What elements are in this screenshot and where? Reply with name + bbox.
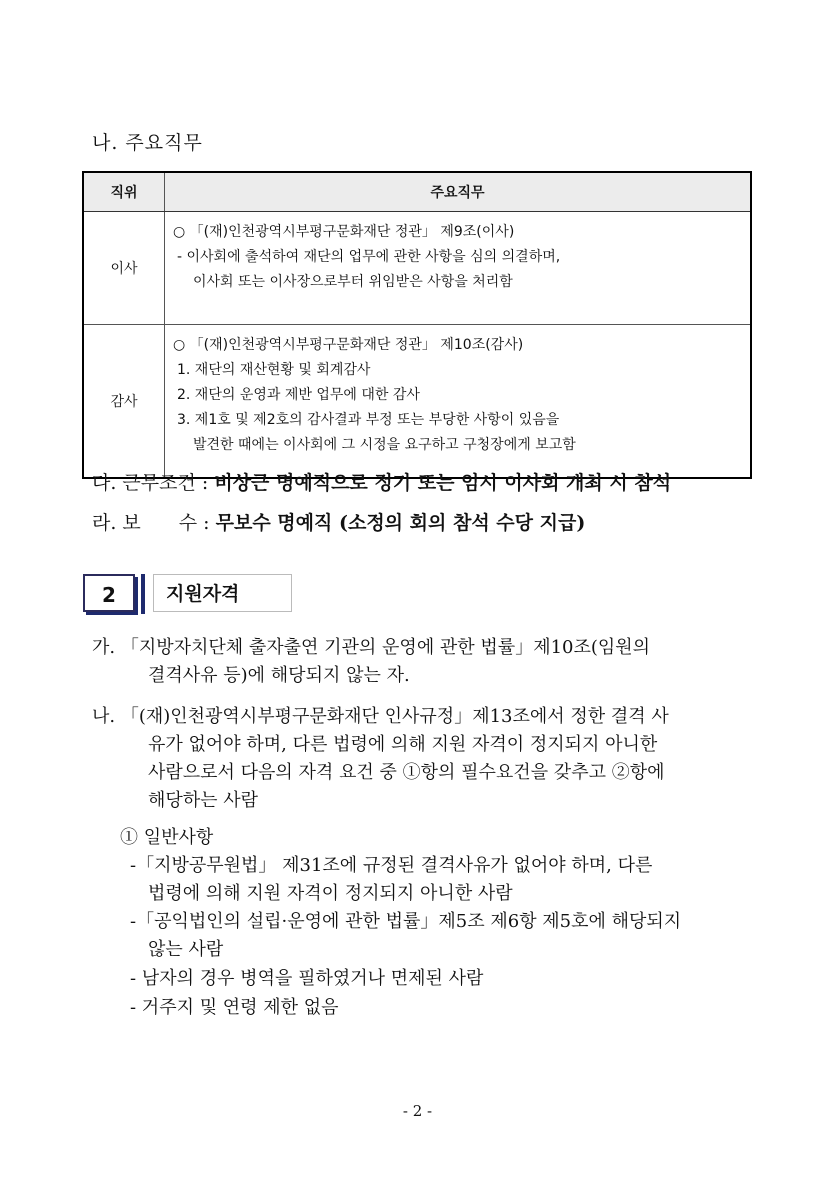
list-item: - 남자의 경우 병역을 필하였거나 면제된 사람 (130, 968, 484, 989)
duties-table (82, 171, 752, 479)
duty-line: 3. 제1호 및 제2호의 감사결과 부정 또는 부당한 사항이 있음을 (177, 412, 560, 428)
page-number: - 2 - (402, 1102, 433, 1120)
duty-line: 발견한 때에는 이사회에 그 시정을 요구하고 구청장에게 보고함 (193, 437, 576, 453)
header-position: 직위 (83, 172, 165, 212)
work-conditions (92, 468, 671, 495)
list-item: 법령에 의해 지원 자격이 정지되지 아니한 사람 (148, 883, 513, 904)
duty-line: 2. 재단의 운영과 제반 업무에 대한 감사 (177, 387, 420, 403)
section-divider-bar (141, 574, 145, 614)
duty-line: ○ 「(재)인천광역시부평구문화재단 정관」 제9조(이사) (173, 224, 515, 240)
duties-cell (165, 325, 752, 479)
work-conditions-value: 비상근 명예직으로 정기 또는 임시 이사회 개최 시 참석 (214, 472, 672, 494)
compensation-value: 무보수 명예직 (소정의 회의 참석 수당 지급) (215, 512, 586, 534)
list-item: - 거주지 및 연령 제한 없음 (130, 997, 339, 1018)
header-duties: 주요직무 (165, 172, 752, 212)
duty-line: 이사회 또는 이사장으로부터 위임받은 사항을 처리함 (193, 274, 513, 290)
qualification-na-line-1: 나. 「(재)인천광역시부평구문화재단 인사규정」제13조에서 정한 결격 사 (92, 706, 669, 727)
work-conditions-label: 다. 근무조건 : (92, 472, 215, 494)
list-item: 않는 사람 (148, 939, 224, 960)
general-requirements-heading: ① 일반사항 (120, 827, 214, 848)
list-item: -「공익법인의 설립·운영에 관한 법률」제5조 제6항 제5호에 해당되지 (130, 911, 682, 932)
qualification-na-line-2: 유가 없어야 하며, 다른 법령에 의해 지원 자격이 정지되지 아니한 (148, 734, 658, 755)
qualification-ga-line-2: 결격사유 등)에 해당되지 않는 자. (148, 665, 410, 686)
qualification-ga-line-1: 가. 「지방자치단체 출자출연 기관의 운영에 관한 법률」제10조(임원의 (92, 637, 651, 658)
position-cell: 이사 (83, 212, 165, 325)
duty-line: ○ 「(재)인천광역시부평구문화재단 정관」 제10조(감사) (173, 337, 524, 353)
compensation (92, 508, 585, 535)
compensation-label: 라. 보 수 : (92, 512, 216, 534)
duties-cell (165, 212, 752, 325)
table-row-auditor (83, 325, 751, 479)
duty-line: - 이사회에 출석하여 재단의 업무에 관한 사항을 심의 의결하며, (177, 249, 561, 265)
qualification-na-line-4: 해당하는 사람 (148, 790, 259, 811)
section-title: 지원자격 (153, 574, 292, 612)
table-header-row (83, 172, 751, 212)
list-item: -「지방공무원법」 제31조에 규정된 결격사유가 없어야 하며, 다른 (130, 855, 653, 876)
qualification-na-line-3: 사람으로서 다음의 자격 요건 중 ①항의 필수요건을 갖추고 ②항에 (148, 762, 665, 783)
section-number-badge: 2 (83, 574, 135, 612)
section-heading-main-duties: 나. 주요직무 (92, 132, 203, 154)
duty-line: 1. 재단의 재산현황 및 회계감사 (177, 362, 371, 378)
table-row-director (83, 212, 751, 325)
position-cell: 감사 (83, 325, 165, 479)
